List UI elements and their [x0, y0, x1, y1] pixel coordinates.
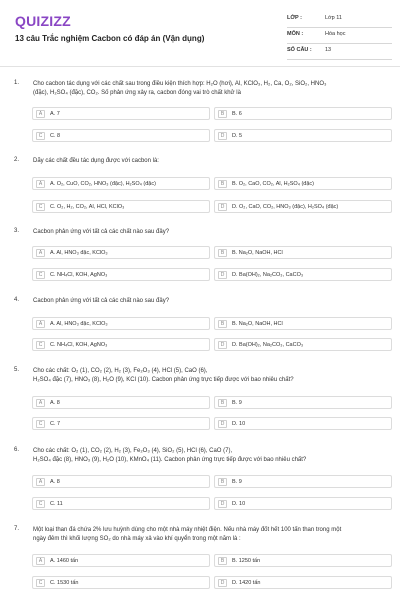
option-text: D. 5 — [232, 133, 243, 139]
option-d[interactable] — [214, 497, 392, 510]
question-line: Cacbon phản ứng với tất cả các chất nào sau đây? — [33, 298, 170, 304]
option-text: A. Al, HNO₃ đặc, KClO₃ — [50, 321, 108, 327]
option-key: C — [36, 579, 45, 587]
option-key: C — [36, 203, 45, 211]
option-text: B. Na₂O, NaOH, HCl — [232, 250, 283, 256]
header-divider — [0, 66, 400, 67]
quizizz-logo: QUIZIZZ — [15, 13, 71, 29]
option-text: C. O₂, H₂, CO₂, Al, HCl, KClO₃ — [50, 204, 125, 210]
question-text — [33, 80, 391, 97]
question-number: 2. — [14, 157, 20, 163]
option-a[interactable] — [32, 475, 210, 488]
option-key: B — [218, 557, 227, 565]
option-text: C. NH₄Cl, KOH, AgNO₃ — [50, 342, 108, 348]
option-d[interactable] — [214, 200, 392, 213]
question-text — [33, 526, 391, 543]
option-text: A. 8 — [50, 400, 60, 406]
option-a[interactable] — [32, 107, 210, 120]
option-c[interactable] — [32, 497, 210, 510]
option-b[interactable] — [214, 246, 392, 259]
question-line: Một loại than đá chứa 2% lưu huỳnh dùng cho một nhà máy nhiệt điện. Nếu nhà máy đốt hết 100 tấn than trong một — [33, 527, 342, 533]
option-key: D — [218, 203, 227, 211]
option-text: B. 9 — [232, 400, 242, 406]
option-d[interactable] — [214, 338, 392, 351]
meta-row-class — [287, 12, 392, 28]
option-text: A. 7 — [50, 111, 60, 117]
option-key: A — [36, 478, 45, 486]
option-text: D. 1420 tấn — [232, 580, 261, 586]
question-text — [33, 297, 391, 306]
question-number: 1. — [14, 80, 20, 86]
option-text: D. 10 — [232, 421, 246, 427]
option-c[interactable] — [32, 338, 210, 351]
option-text: B. 6 — [232, 111, 242, 117]
option-a[interactable] — [32, 246, 210, 259]
question-line: (đặc), H₂SO₄ (đặc), CO₂. Số phản ứng xảy ra, cacbon đóng vai trò chất khử là — [33, 89, 241, 96]
option-b[interactable] — [214, 317, 392, 330]
option-text: B. Na₂O, NaOH, HCl — [232, 321, 283, 327]
question-number: 6. — [14, 447, 20, 453]
option-a[interactable] — [32, 396, 210, 409]
option-d[interactable] — [214, 268, 392, 281]
question-line: H₂SO₄ đặc (8), HNO₃ (9), H₂O (10), KMnO₄ (11). Cacbon phản ứng trực tiếp được với bao nhiêu chất? — [33, 456, 307, 463]
option-text: B. 1250 tấn — [232, 558, 261, 564]
meta-value: 13 — [325, 47, 332, 53]
option-text: C. 8 — [50, 133, 61, 139]
option-key: D — [218, 579, 227, 587]
option-key: C — [36, 271, 45, 279]
question-number: 5. — [14, 367, 20, 373]
option-b[interactable] — [214, 475, 392, 488]
meta-info — [287, 12, 392, 60]
option-c[interactable] — [32, 417, 210, 430]
option-key: C — [36, 500, 45, 508]
meta-value: Lớp 11 — [325, 15, 342, 21]
option-key: A — [36, 320, 45, 328]
option-d[interactable] — [214, 129, 392, 142]
option-key: D — [218, 271, 227, 279]
option-text: A. 1460 tấn — [50, 558, 79, 564]
option-key: C — [36, 341, 45, 349]
option-key: A — [36, 180, 45, 188]
option-key: B — [218, 249, 227, 257]
question-line: Cho các chất: O₂ (1), CO₂ (2), H₂ (3), Fe₂O₃ (4), HCl (5), CaO (6), — [33, 368, 208, 374]
option-text: C. 11 — [50, 501, 63, 507]
option-b[interactable] — [214, 177, 392, 190]
question-line: Cacbon phản ứng với tất cả các chất nào sau đây? — [33, 229, 170, 235]
option-c[interactable] — [32, 129, 210, 142]
option-key: A — [36, 110, 45, 118]
option-text: D. Ba(OH)₂, Na₂CO₃, CaCO₃ — [232, 342, 304, 348]
question-line: H₂SO₄ đặc (7), HNO₃ (8), H₂O (9), KCl (10). Cacbon phản ứng trực tiếp được với bao nhiêu chất? — [33, 376, 294, 383]
option-a[interactable] — [32, 317, 210, 330]
meta-label: SỐ CÂU : — [287, 47, 312, 53]
option-text: C. 7 — [50, 421, 61, 427]
option-key: B — [218, 478, 227, 486]
option-key: B — [218, 399, 227, 407]
option-a[interactable] — [32, 177, 210, 190]
option-text: A. Al, HNO₃ đặc, KClO₃ — [50, 250, 108, 256]
option-key: B — [218, 320, 227, 328]
option-text: C. 1530 tấn — [50, 580, 79, 586]
option-b[interactable] — [214, 554, 392, 567]
page-title: 13 câu Trắc nghiệm Cacbon có đáp án (Vận dụng) — [15, 34, 205, 43]
question-line: Dãy các chất đều tác dụng được với cacbon là: — [33, 158, 159, 164]
option-key: B — [218, 110, 227, 118]
meta-label: LỚP : — [287, 15, 302, 21]
question-text — [33, 157, 391, 166]
option-text: B. O₂, CaO, CO₂, Al, H₂SO₄ (đặc) — [232, 181, 315, 187]
option-key: D — [218, 341, 227, 349]
option-text: C. NH₄Cl, KOH, AgNO₃ — [50, 272, 108, 278]
option-key: A — [36, 399, 45, 407]
option-key: D — [218, 500, 227, 508]
question-line: ngày đêm thì khối lượng SO₂ do nhà máy xả vào khí quyển trong một năm là : — [33, 535, 241, 542]
option-d[interactable] — [214, 417, 392, 430]
option-key: D — [218, 420, 227, 428]
header — [0, 0, 400, 66]
option-text: A. 8 — [50, 479, 60, 485]
meta-value: Hóa học — [325, 31, 346, 37]
option-key: C — [36, 420, 45, 428]
option-key: D — [218, 132, 227, 140]
question-line: Cho các chất: O₂ (1), CO₂ (2), H₂ (3), Fe₂O₃ (4), SiO₂ (5), HCl (6), CaO (7), — [33, 448, 233, 454]
option-text: D. O₂, CaO, CO₂, HNO₃ (đặc), H₂SO₄ (đặc) — [232, 204, 339, 210]
option-c[interactable] — [32, 268, 210, 281]
option-key: A — [36, 557, 45, 565]
option-b[interactable] — [214, 107, 392, 120]
option-key: C — [36, 132, 45, 140]
option-text: A. O₂, CuO, CO₂, HNO₃ (đặc), H₂SO₄ (đặc) — [50, 181, 156, 187]
question-number: 7. — [14, 526, 20, 532]
question-text — [33, 367, 391, 384]
question-text — [33, 228, 391, 237]
question-number: 3. — [14, 228, 20, 234]
option-text: D. 10 — [232, 501, 246, 507]
option-c[interactable] — [32, 576, 210, 589]
option-c[interactable] — [32, 200, 210, 213]
question-number: 4. — [14, 297, 20, 303]
option-a[interactable] — [32, 554, 210, 567]
option-d[interactable] — [214, 576, 392, 589]
option-text: D. Ba(OH)₂, Na₂CO₃, CaCO₃ — [232, 272, 304, 278]
meta-row-subject — [287, 28, 392, 44]
meta-row-count — [287, 44, 392, 60]
option-b[interactable] — [214, 396, 392, 409]
option-text: B. 9 — [232, 479, 242, 485]
question-text — [33, 447, 391, 464]
option-key: A — [36, 249, 45, 257]
option-key: B — [218, 180, 227, 188]
question-line: Cho cacbon tác dụng với các chất sau trong điều kiện thích hợp: H₂O (hơi), Al, KClO₃, H₂, Ca, O₂, SiO₂, HNO₃ — [33, 81, 327, 87]
meta-label: MÔN : — [287, 31, 304, 37]
